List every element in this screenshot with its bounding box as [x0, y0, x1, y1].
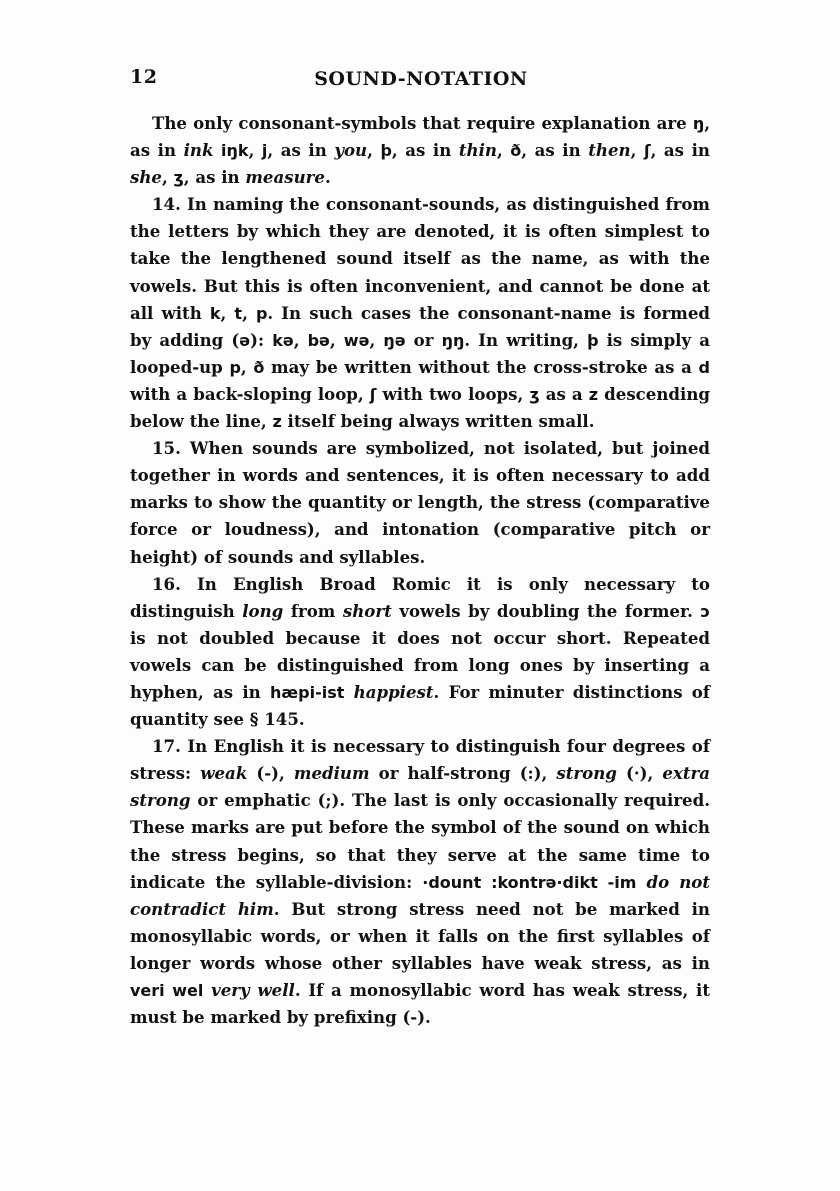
- text-run: 16. In English Broad Romic it is only necessary to distinguish: [130, 573, 710, 621]
- phonetic-symbol: d: [698, 357, 710, 377]
- text-run: . For minuter distinctions of quantity see § 145.: [130, 681, 711, 730]
- text-run: is not doubled because it does not occur short. Repeated vowels can be distinguished from long ones by inserting a hyphen, as in: [130, 627, 710, 702]
- text-run: .: [324, 167, 331, 188]
- phonetic-symbol: ð: [253, 357, 265, 377]
- phonetic-symbol: ʃ: [643, 141, 651, 161]
- running-title: SOUND-NOTATION: [314, 68, 528, 90]
- text-run: . In writing,: [464, 329, 588, 350]
- phonetic-symbol: iŋk: [221, 141, 249, 161]
- italic-gloss: you: [334, 140, 368, 161]
- phonetic-symbol: p: [229, 357, 241, 377]
- italic-gloss: thin: [458, 140, 497, 161]
- phonetic-symbol: ·dount :kontrə·dikt -im: [422, 872, 637, 892]
- text-run: (-),: [247, 763, 294, 784]
- phonetic-symbol: wə: [343, 330, 370, 350]
- text-run: 14. In naming the consonant-sounds, as distinguished from the letters by which they are denoted, it is often simplest to take the lengthened sound itself as the name, as with the vowels. But this is often inconvenient, and cannot be done at all with: [130, 194, 710, 323]
- phonetic-symbol: ʒ: [529, 384, 540, 404]
- text-run: 15. When sounds are symbolized, not isolated, but joined together in words and sentences, it is often necessary to add marks to show the quantity or length, the stress (comparative force or loudness), and intonation (comparative pitch or height) of sounds and syllables.: [130, 438, 710, 567]
- italic-gloss: long: [242, 600, 284, 621]
- text-run: is simply a looped-up: [130, 329, 710, 377]
- italic-gloss: ink: [183, 140, 214, 161]
- text-run: , as in: [267, 140, 335, 161]
- phonetic-symbol: t: [234, 303, 243, 323]
- text-run: [203, 980, 211, 1000]
- phonetic-symbol: ð: [510, 141, 522, 161]
- italic-gloss: she: [130, 167, 162, 188]
- page-header: [130, 64, 712, 94]
- text-run: . If a monosyllabic word has weak stress, it must be marked by prefixing (-).: [130, 980, 711, 1028]
- text-run: . But strong stress need not be marked in monosyllabic words, or when it falls on the first syllables of longer words whose other syllables have weak stress, as in: [130, 898, 710, 973]
- text-run: , as in: [130, 113, 710, 161]
- text-run: [636, 872, 646, 892]
- phonetic-symbol: ə: [239, 330, 251, 350]
- text-run: [344, 682, 353, 702]
- page-number: 12: [130, 66, 158, 88]
- text-run: ,: [630, 140, 644, 161]
- phonetic-symbol: ŋ: [692, 114, 705, 133]
- italic-gloss: measure: [245, 167, 325, 188]
- italic-gloss: then: [588, 140, 631, 161]
- italic-gloss: strong: [556, 763, 617, 784]
- italic-gloss: medium: [293, 763, 370, 784]
- phonetic-symbol: z: [272, 412, 282, 432]
- text-run: as a: [539, 383, 589, 404]
- text-run: ,: [242, 302, 256, 323]
- phonetic-symbol: kə: [272, 330, 294, 350]
- text-run: ,: [240, 356, 254, 377]
- phonetic-symbol: ʒ: [173, 168, 184, 188]
- phonetic-symbol: veri wel: [130, 981, 204, 1000]
- text-run: itself being always written small.: [281, 411, 595, 432]
- text-run: [213, 140, 221, 160]
- phonetic-symbol: z: [588, 384, 599, 404]
- phonetic-symbol: þ: [380, 141, 392, 161]
- italic-gloss: happiest: [353, 681, 434, 702]
- phonetic-symbol: hæpi-ist: [270, 682, 345, 702]
- text-run: ,: [329, 329, 344, 350]
- italic-gloss: weak: [200, 763, 248, 784]
- text-run: may be written without the cross-stroke as a: [264, 356, 699, 377]
- text-run: , as in: [183, 167, 246, 188]
- text-run: or: [405, 329, 442, 350]
- text-run: ):: [250, 329, 273, 350]
- paragraph-14: [130, 191, 710, 435]
- text-run: , as in: [521, 140, 589, 161]
- text-run: , as in: [391, 140, 459, 161]
- italic-gloss: extra strong: [130, 763, 711, 811]
- phonetic-symbol: bə: [307, 330, 330, 350]
- phonetic-symbol: ɔ: [700, 601, 710, 621]
- phonetic-symbol: ŋŋ: [441, 330, 465, 350]
- text-run: ,: [496, 140, 511, 161]
- phonetic-symbol: ʃ: [369, 384, 377, 404]
- paragraph-intro: [130, 110, 710, 191]
- text-run: with a back-sloping loop,: [130, 383, 370, 404]
- phonetic-symbol: þ: [587, 330, 599, 350]
- paragraph-15: [130, 435, 710, 570]
- text-run: ,: [369, 329, 384, 350]
- text-run: , as in: [650, 140, 710, 161]
- text-run: from: [283, 600, 343, 621]
- text-run: The only consonant-symbols that require explanation are: [152, 113, 693, 133]
- phonetic-symbol: ŋə: [383, 330, 406, 350]
- body-text: [130, 110, 710, 1031]
- text-run: ,: [248, 140, 262, 161]
- text-run: or emphatic (;). The last is only occasionally required. These marks are put before the symbol of the sound on which the stress begins, so that they serve at the same time to indicate the syllable-division:: [130, 790, 710, 892]
- text-run: descending below the line,: [130, 383, 710, 432]
- text-run: (·),: [616, 763, 663, 784]
- italic-gloss: very well: [211, 980, 295, 1000]
- italic-gloss: short: [342, 600, 392, 621]
- text-run: with two loops,: [376, 383, 530, 404]
- text-run: 17. In English it is necessary to distinguish four degrees of stress:: [130, 736, 710, 784]
- text-run: or half-strong (:),: [369, 763, 557, 784]
- text-run: vowels by doubling the former.: [391, 600, 701, 621]
- text-run: . In such cases the consonant-name is formed by adding (: [130, 302, 711, 350]
- phonetic-symbol: k: [209, 303, 221, 323]
- phonetic-symbol: p: [255, 303, 268, 323]
- paragraph-16: [130, 571, 710, 734]
- phonetic-symbol: j: [261, 141, 268, 161]
- text-run: ,: [161, 167, 174, 188]
- text-run: ,: [293, 329, 308, 350]
- italic-gloss: do not contradict him: [130, 871, 710, 919]
- text-run: ,: [367, 140, 381, 161]
- text-run: ,: [220, 302, 235, 323]
- paragraph-17: [130, 733, 710, 1031]
